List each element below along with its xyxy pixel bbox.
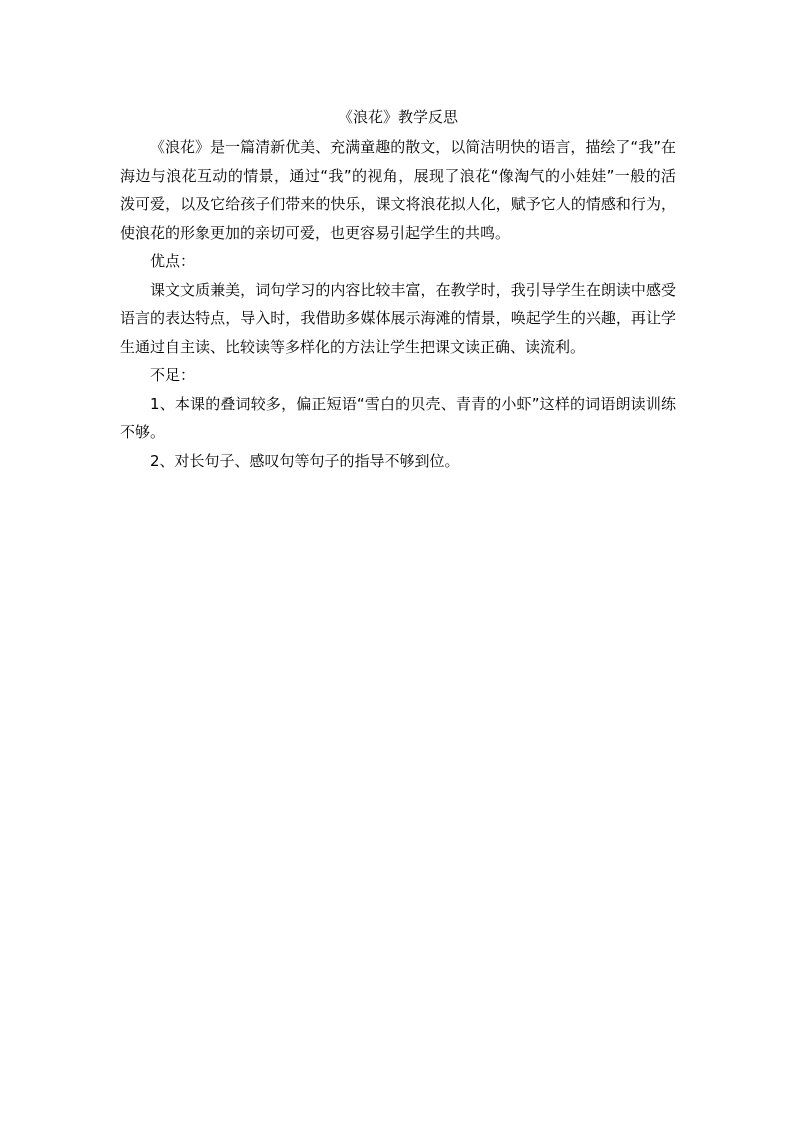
- document-title: 《浪花》教学反思: [337, 108, 458, 126]
- document-body: [120, 103, 676, 475]
- intro-paragraph: 《浪花》是一篇清新优美、充满童趣的散文，以简洁明快的语言，描绘了“我”在海边与浪花互动的情景，通过“我”的视角，展现了浪花“像淘气的小娃娃”一般的活泼可爱，以及它给孩子们带来的快乐，课文将浪花拟人化，赋予它人的情感和行为，使浪花的形象更加的亲切可爱，也更容易引起学生的共鸣。: [120, 138, 676, 242]
- strengths-paragraph: 课文文质兼美，词句学习的内容比较丰富，在教学时，我引导学生在朗读中感受语言的表达特点，导入时，我借助多媒体展示海滩的情景，唤起学生的兴趣，再让学生通过自主读、比较读等多样化的方法让学生把课文读正确、读流利。: [120, 280, 676, 356]
- weaknesses-heading: 不足：: [150, 366, 196, 384]
- strengths-heading: 优点：: [150, 252, 196, 270]
- weakness-item-2: 2、对长句子、感叹句等句子的指导不够到位。: [150, 451, 460, 470]
- weakness-item-1: 1、本课的叠词较多，偏正短语“雪白的贝壳、青青的小虾”这样的词语朗读训练不够。: [120, 394, 676, 441]
